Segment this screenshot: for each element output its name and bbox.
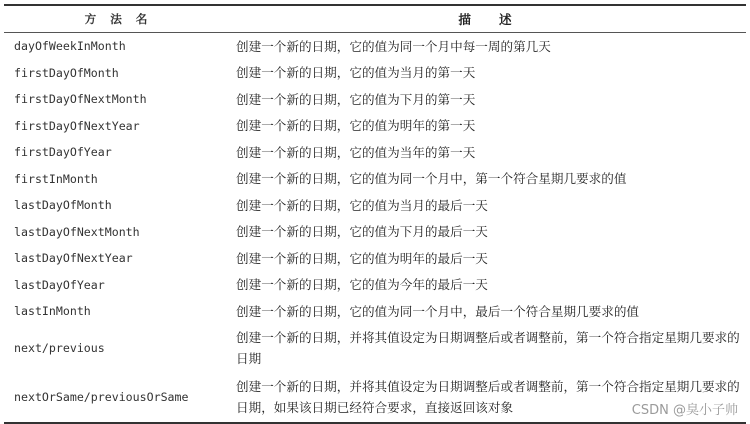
table-row xyxy=(4,245,746,272)
method-name: dayOfWeekInMonth xyxy=(14,39,126,54)
table-row xyxy=(4,219,746,246)
method-description: 创建一个新的日期，它的值为下月的第一天 xyxy=(236,91,476,107)
method-description: 创建一个新的日期，它的值为明年的第一天 xyxy=(236,118,476,134)
method-name: lastDayOfYear xyxy=(14,277,105,292)
method-name: nextOrSame/previousOrSame xyxy=(14,389,189,404)
method-name: firstDayOfYear xyxy=(14,145,112,160)
method-name: lastInMonth xyxy=(14,304,91,319)
table-row xyxy=(4,298,746,325)
method-name: lastDayOfNextMonth xyxy=(14,224,140,239)
header-description: 描述 xyxy=(458,11,540,27)
table-row xyxy=(4,60,746,87)
table-header xyxy=(4,6,746,33)
table-row xyxy=(4,139,746,166)
table-row xyxy=(4,113,746,140)
method-description: 创建一个新的日期，它的值为当月的最后一天 xyxy=(236,197,488,213)
method-description: 创建一个新的日期，并将其值设定为日期调整后或者调整前，第一个符合指定星期几要求的日期 xyxy=(236,330,740,366)
table-row xyxy=(4,33,746,60)
method-description: 创建一个新的日期，它的值为同一个月中，最后一个符合星期几要求的值 xyxy=(236,303,639,319)
methods-table xyxy=(4,4,746,424)
table-row xyxy=(4,86,746,113)
method-description: 创建一个新的日期，它的值为同一个月中，第一个符合星期几要求的值 xyxy=(236,171,627,187)
method-name: firstDayOfNextMonth xyxy=(14,92,147,107)
method-description: 创建一个新的日期，并将其值设定为日期调整后或者调整前，第一个符合指定星期几要求的日期，如果该日期已经符合要求，直接返回该对象 xyxy=(236,378,740,415)
table-row xyxy=(4,192,746,219)
method-description: 创建一个新的日期，它的值为下月的最后一天 xyxy=(236,224,488,240)
method-description: 创建一个新的日期，它的值为明年的最后一天 xyxy=(236,250,488,266)
method-name: next/previous xyxy=(14,341,105,355)
table-row xyxy=(4,166,746,193)
header-method-name: 方法名 xyxy=(84,12,162,26)
table-row xyxy=(4,325,746,372)
method-name: lastDayOfNextYear xyxy=(14,251,133,266)
method-description: 创建一个新的日期，它的值为同一个月中每一周的第几天 xyxy=(236,38,551,54)
method-description: 创建一个新的日期，它的值为当月的第一天 xyxy=(236,65,476,81)
watermark-text: CSDN @臭小子帅 xyxy=(631,403,738,418)
method-description: 创建一个新的日期，它的值为今年的最后一天 xyxy=(236,277,488,293)
method-name: firstDayOfNextYear xyxy=(14,118,140,133)
method-description: 创建一个新的日期，它的值为当年的第一天 xyxy=(236,144,476,160)
method-name: lastDayOfMonth xyxy=(14,198,112,213)
table-row xyxy=(4,272,746,299)
method-name: firstDayOfMonth xyxy=(14,65,119,80)
method-name: firstInMonth xyxy=(14,171,98,186)
